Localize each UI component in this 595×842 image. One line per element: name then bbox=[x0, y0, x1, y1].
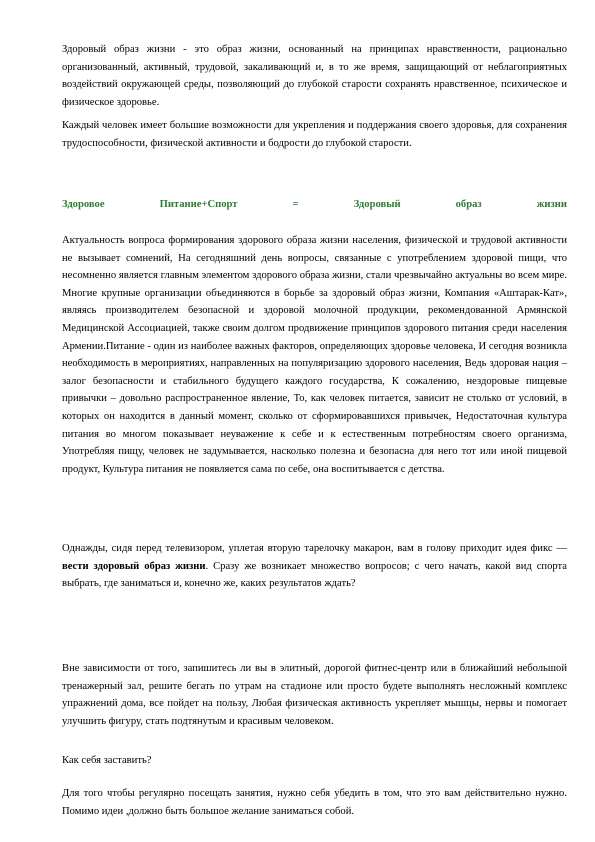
paragraph-motivation: Для того чтобы регулярно посещать занятия, нужно себя убедить в том, что это вам действительно нужно. Помимо идеи ,должно быть большое желание заниматься собой. bbox=[62, 788, 567, 817]
formula-word: Питание+Спорт bbox=[159, 199, 238, 210]
paragraph-nutrition: Актуальность вопроса формирования здорового образа жизни населения, физической и трудовой активности не вызывает сомнений, На сегодняшний день вопросы, связанные с употреблением здоровой пищи, что несомненно является главным элементом здорового образа жизни, стали чрезвычайно актуальны во всем мире. Многие крупные организации объединяются в борьбе за здоровый образ жизни, Компания «Аштарак-Кат», являясь производителем безопасной и здоровой молочной продукции, рекомендованной Армянской Медицинской Ассоциацией, также своим долгом продвижение принципов здорового питания среди населения Армении.Питание - один из наиболее важных факторов, определяющих здоровье человека, И сегодня возникла необходимость в мероприятиях, направленных на популяризацию здорового населения, Ведь здоровая нация – залог безопасности и стабильного будущего каждого государства, К сожалению, нездоровые пищевые привычки – довольно распространенное явление, То, как человек питается, зависит не столько от условий, в которых он находится в данный момент, сколько от сформировавшихся привычек, Недостаточная культура питания во многом показывает неуважение к себе и к естественным потребностям своего организма, Употребляя пищу, человек не задумывается, насколько полезна и безопасна для него тот или иной пищевой продукт, Культура питания не появляется сама по себе, она воспитывается с детства. bbox=[62, 235, 567, 475]
formula-word: жизни bbox=[536, 199, 567, 210]
formula-word: Здоровый bbox=[353, 199, 401, 210]
paragraph-opportunities: Каждый человек имеет большие возможности для укрепления и поддержания своего здоровья, для сохранения трудоспособности, физической активности и бодрости до глубокой старости. bbox=[62, 120, 567, 149]
formula-line bbox=[62, 196, 567, 214]
bold-phrase: вести здоровый образ жизни bbox=[62, 560, 206, 572]
paragraph-idea: Однажды, сидя перед телевизором, уплетая вторую тарелочку макарон, вам в голову приходит идея фикс — вести здоровый образ жизни. Сразу же возникает множество вопросов; с чего начать, какой вид спорта выбрать, где заниматься и, конечно же, каких результатов ждать? bbox=[62, 543, 567, 590]
formula-word: = bbox=[292, 199, 299, 210]
formula-word: Здоровое bbox=[62, 199, 105, 210]
paragraph-activity: Вне зависимости от того, запишитесь ли вы в элитный, дорогой фитнес-центр или в ближайший небольшой тренажерный зал, решите бегать по утрам на стадионе или просто будете выполнять несложный комплекс упражнений дома, все пойдет на пользу, Любая физическая активность укрепляет мышцы, нервы и помогает улучшить фигуру, стать подтянутым и красивым человеком. bbox=[62, 663, 567, 727]
section-heading: Как себя заставить? bbox=[62, 755, 152, 766]
formula-word: образ bbox=[455, 199, 482, 210]
paragraph-intro: Здоровый образ жизни - это образ жизни, основанный на принципах нравственности, рационально организованный, активный, трудовой, закаливающий и, в то же время, защищающий от неблагоприятных воздействий окружающей среды, позволяющий до глубокой старости сохранять нравственное, психическое и физическое здоровье. bbox=[62, 44, 567, 108]
